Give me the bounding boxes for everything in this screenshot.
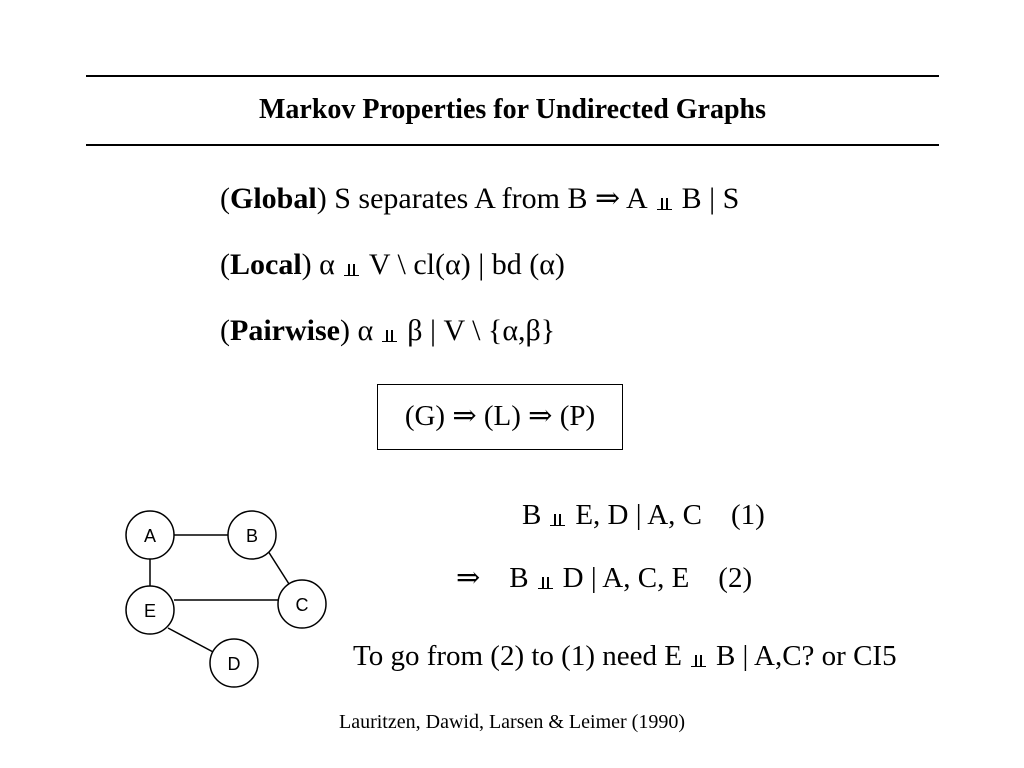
local-label: Local [230, 248, 302, 281]
pairwise-property: (Pairwise) α β | V \ {α,β} [220, 314, 556, 347]
example-note: To go from (2) to (1) need E B | A,C? or CI5 [353, 640, 897, 672]
example-line-2: ⇒ B D | A, C, E (2) [456, 562, 753, 594]
global-property: (Global) S separates A from B ⇒ A B | S [220, 182, 740, 215]
pairwise-label: Pairwise [230, 314, 340, 347]
independence-symbol [691, 647, 707, 667]
edge-e-d [168, 628, 215, 653]
node-a-label: A [143, 526, 157, 546]
node-c-label: C [295, 595, 309, 615]
slide-title: Markov Properties for Undirected Graphs [258, 94, 767, 125]
independence-symbol [550, 506, 566, 526]
node-e-label: E [143, 601, 157, 621]
global-label: Global [230, 182, 317, 215]
local-property: (Local) α V \ cl(α) | bd (α) [220, 248, 565, 281]
implication-box: (G) ⇒ (L) ⇒ (P) [377, 384, 623, 450]
citation: Lauritzen, Dawid, Larsen & Leimer (1990) [339, 711, 685, 733]
independence-symbol [538, 569, 554, 589]
node-b-label: B [245, 526, 259, 546]
example-line-1: B E, D | A, C (1) [522, 499, 765, 531]
node-d-label: D [227, 654, 241, 674]
edge-b-c [268, 551, 289, 584]
